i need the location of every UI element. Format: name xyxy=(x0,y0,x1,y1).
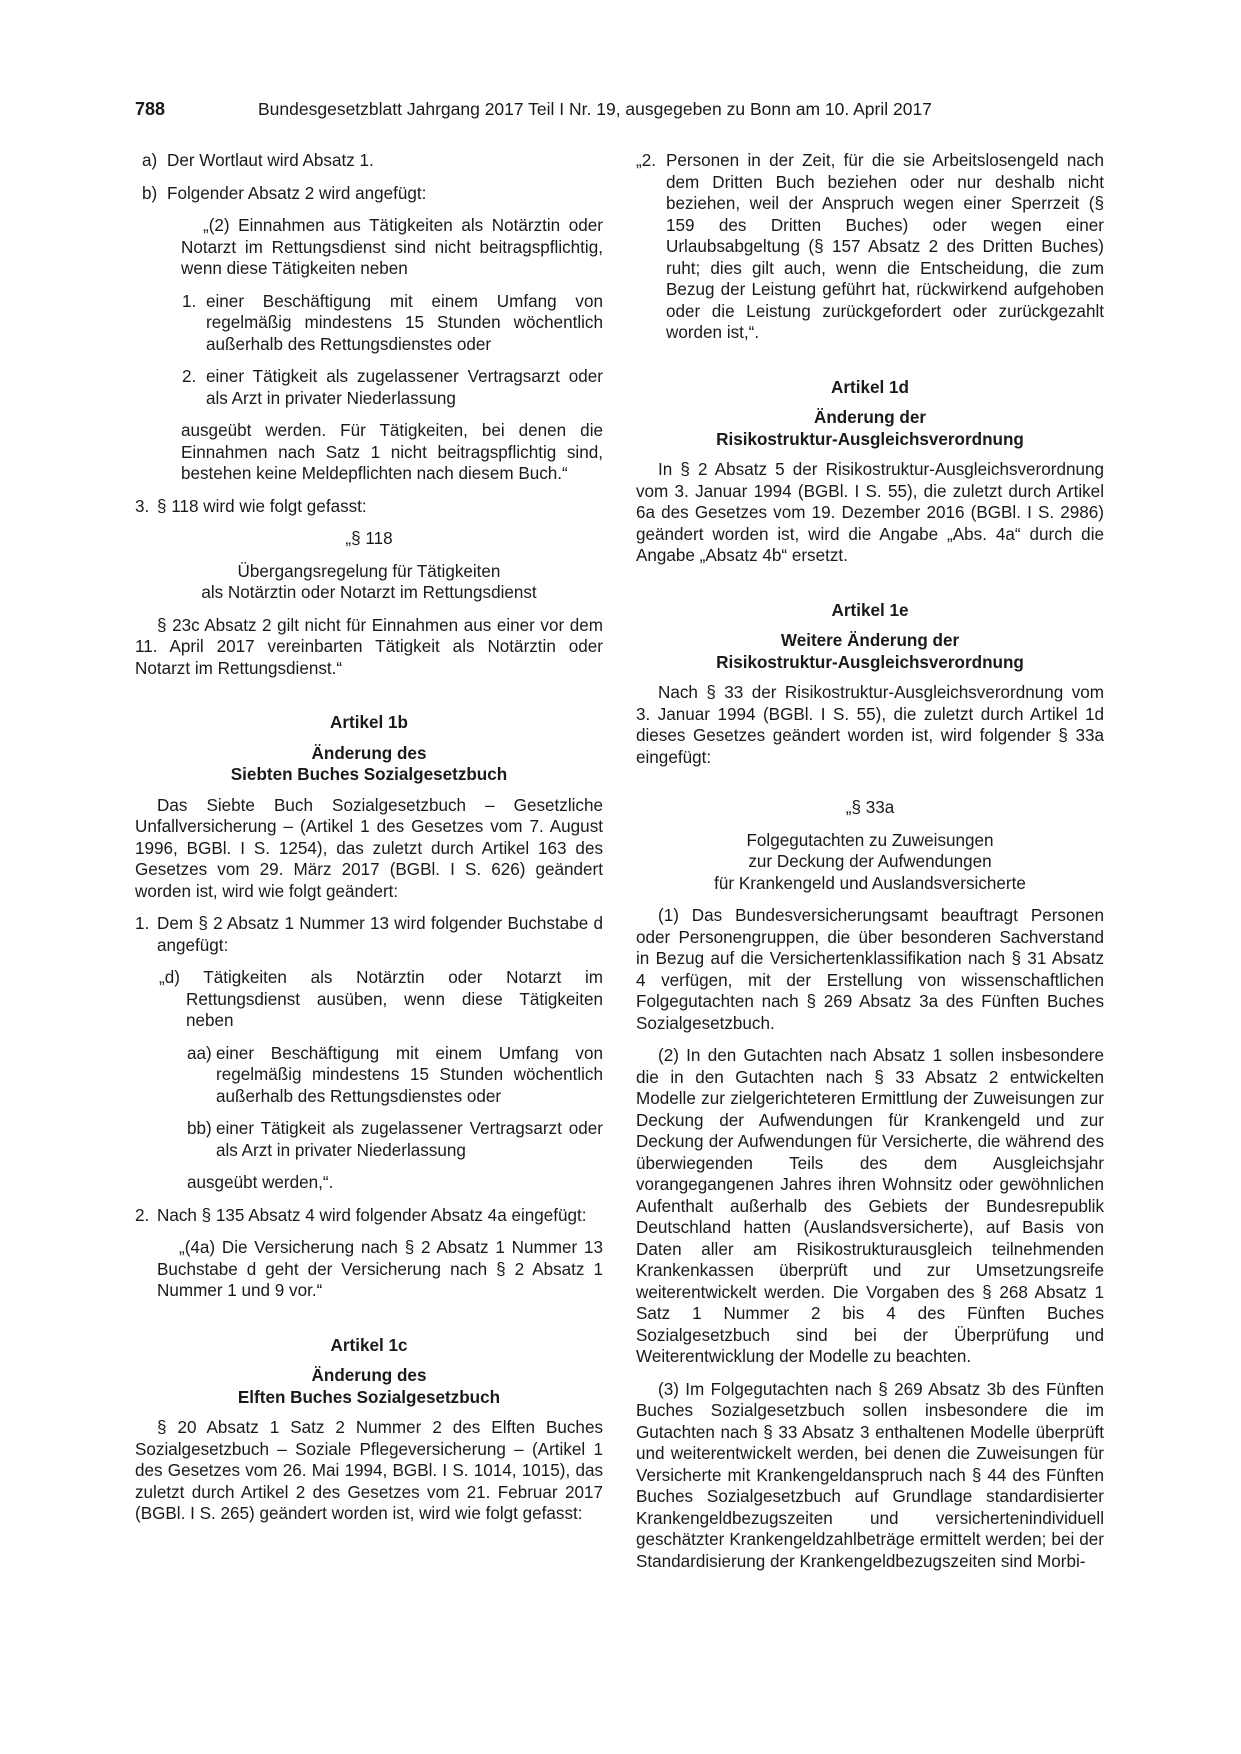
artikel-1e-text: Nach § 33 der Risikostruktur-Ausgleichsverordnung vom 3. Januar 1994 (BGBl. I S. 55), die zuletzt durch Artikel 1d dieses Gesetzes geändert worden ist, wird folgender § 33a eingefügt: xyxy=(636,683,1104,767)
item-a: a) Der Wortlaut wird Absatz 1. xyxy=(142,151,374,170)
artikel-1e-title: Weitere Änderung der Risikostruktur-Ausgleichsverordnung xyxy=(716,631,1024,672)
left-column xyxy=(135,150,603,1536)
artikel-1c-title: Änderung des Elften Buches Sozialgesetzbuch xyxy=(237,1366,501,1407)
section-33a-absatz-2: (2) In den Gutachten nach Absatz 1 sollen insbesondere die in den Gutachten nach § 33 Absatz 2 entwickelten Modelle zur zielgerichteteren Ermittlung der Zuweisungen zur Deckung der Aufwendungen für Krankengeld und zur Deckung der Aufwendungen für Versicherte, die während des überwiegenden Teils des dem Ausgleichsjahr vorangegangenen Jahres ihren Wohnsitz oder gewöhnlichen Aufenthalt außerhalb des Gebiets der Bundesrepublik Deutschland hatten (Auslandsversicherte), auf Basis von Daten aller am Risikostrukturausgleich teilnehmenden Krankenkassen überprüft und zur Umsetzungsreife weiterentwickelt werden. Die Vorgaben des § 268 Absatz 1 Satz 1 Nummer 2 bis 4 des Fünften Buches Sozialgesetzbuch sind bei der Überprüfung und Weiterentwicklung der Modelle zu beachten. xyxy=(636,1046,1104,1366)
item-3: 3. § 118 wird wie folgt gefasst: xyxy=(135,496,367,516)
buchstabe-d-outro: ausgeübt werden,“. xyxy=(187,1173,334,1192)
buchstabe-d: „d) Tätigkeiten als Notärztin oder Notarzt im Rettungsdienst ausüben, wenn diese Tätigkeiten neben xyxy=(159,968,603,1030)
artikel-1d-title: Änderung der Risikostruktur-Ausgleichsverordnung xyxy=(716,408,1024,449)
artikel-1b-item-2: 2. Nach § 135 Absatz 4 wird folgender Absatz 4a eingefügt: xyxy=(135,1205,587,1225)
absatz-2-outro: ausgeübt werden. Für Tätigkeiten, bei denen die Einnahmen nach Satz 1 nicht beitragspflichtig sind, bestehen keine Meldepflichten nach diesem Buch.“ xyxy=(181,421,603,483)
artikel-1c-heading: Artikel 1c xyxy=(330,1335,408,1355)
absatz-2-item-2: 2. einer Tätigkeit als zugelassener Vertragsarzt oder als Arzt in privater Niederlassung xyxy=(182,367,603,408)
artikel-1b-heading: Artikel 1b xyxy=(330,713,408,732)
item-b: b) Folgender Absatz 2 wird angefügt: xyxy=(142,183,427,203)
section-33a-heading: „§ 33a xyxy=(845,798,895,817)
page-number: 788 xyxy=(135,99,166,119)
buchstabe-d-aa: aa) einer Beschäftigung mit einem Umfang von regelmäßig mindestens 15 Stunden wöchentlich außerhalb des Rettungsdienstes oder xyxy=(187,1043,603,1106)
section-118-title: Übergangsregelung für Tätigkeiten als Notärztin oder Notarzt im Rettungsdienst xyxy=(201,561,537,602)
page-header xyxy=(135,99,1105,125)
artikel-1b-intro: Das Siebte Buch Sozialgesetzbuch – Gesetzliche Unfallversicherung – (Artikel 1 des Gesetzes vom 7. August 1996, BGBl. I S. 1254), das zuletzt durch Artikel 163 des Gesetzes vom 29. März 2017 (BGBl. I S. 626) geändert worden ist, wird wie folgt geändert: xyxy=(135,795,603,901)
artikel-1b-title: Änderung des Siebten Buches Sozialgesetzbuch xyxy=(230,743,508,784)
artikel-1b-item-1: 1. Dem § 2 Absatz 1 Nummer 13 wird folgender Buchstabe d angefügt: xyxy=(135,914,603,955)
quoted-item-2: „2. Personen in der Zeit, für die sie Arbeitslosengeld nach dem Dritten Buch beziehen oder nur deshalb nicht beziehen, weil der Anspruch wegen einer Sperrzeit (§ 159 des Dritten Buches) oder wegen einer Urlaubsabgeltung (§ 157 Absatz 2 des Dritten Buches) ruht; dies gilt auch, wenn die Entscheidung, die zum Bezug der Leistung geführt hat, rückwirkend aufgehoben oder die Leistung zurückgefordert oder zurückgezahlt worden ist,“. xyxy=(636,151,1104,342)
section-118-heading: „§ 118 xyxy=(345,529,393,548)
artikel-1e-heading: Artikel 1e xyxy=(831,600,909,620)
section-33a-title: Folgegutachten zu Zuweisungen zur Deckung der Aufwendungen für Krankengeld und Auslandsversicherte xyxy=(714,830,1026,893)
absatz-4a-quote: „(4a) Die Versicherung nach § 2 Absatz 1 Nummer 13 Buchstabe d geht der Versicherung nach § 2 Absatz 1 Nummer 1 und 9 vor.“ xyxy=(157,1238,603,1300)
buchstabe-d-bb: bb) einer Tätigkeit als zugelassener Vertragsarzt oder als Arzt in privater Niederlassung xyxy=(187,1119,603,1160)
absatz-2-item-1: 1. einer Beschäftigung mit einem Umfang von regelmäßig mindestens 15 Stunden wöchentlich außerhalb des Rettungsdienstes oder xyxy=(182,291,603,354)
artikel-1d-text: In § 2 Absatz 5 der Risikostruktur-Ausgleichsverordnung vom 3. Januar 1994 (BGBl. I S. 55), die zuletzt durch Artikel 6a des Gesetzes vom 19. Dezember 2016 (BGBl. I S. 2986) geändert worden ist, wird die Angabe „Abs. 4a“ durch die Angabe „Absatz 4b“ ersetzt. xyxy=(636,460,1104,565)
section-118-text: § 23c Absatz 2 gilt nicht für Einnahmen aus einer vor dem 11. April 2017 vereinbarten Tätigkeit als Notärztin oder Notarzt im Rettungsdienst.“ xyxy=(135,615,603,678)
section-33a-absatz-1: (1) Das Bundesversicherungsamt beauftragt Personen oder Personengruppen, die über besonderen Sachverstand in Bezug auf die Versichertenklassifikation nach § 31 Absatz 4 verfügen, mit der Erstellung von wissenschaftlichen Folgegutachten nach § 269 Absatz 3a des Fünften Buches Sozialgesetzbuch. xyxy=(636,906,1104,1033)
artikel-1c-text: § 20 Absatz 1 Satz 2 Nummer 2 des Elften Buches Sozialgesetzbuch – Soziale Pflegeversicherung – (Artikel 1 des Gesetzes vom 26. Mai 1994, BGBl. I S. 1014, 1015), das zuletzt durch Artikel 2 des Gesetzes vom 21. Februar 2017 (BGBl. I S. 265) geändert worden ist, wird wie folgt gefasst: xyxy=(135,1418,603,1523)
section-33a-absatz-3: (3) Im Folgegutachten nach § 269 Absatz 3b des Fünften Buches Sozialgesetzbuch sollen insbesondere die im Gutachten nach § 33 Absatz 3 enthaltenen Modelle überprüft und weiterentwickelt werden, bei denen die Zuweisungen für Versicherte mit Krankengeldanspruch nach § 44 des Fünften Buches Sozialgesetzbuch auf Grundlage standardisierter Krankengeldbezugszeiten und versichertenindividuell geschätzter Krankengeldzahlbeträge ermittelt werden; bei der Standardisierung der Krankengeldbezugszeiten sind Morbi- xyxy=(636,1379,1104,1571)
absatz-2-intro: „(2) Einnahmen aus Tätigkeiten als Notärztin oder Notarzt im Rettungsdienst sind nicht beitragspflichtig, wenn diese Tätigkeiten neben xyxy=(181,216,603,278)
header-title: Bundesgesetzblatt Jahrgang 2017 Teil I Nr. 19, ausgegeben zu Bonn am 10. April 2017 xyxy=(258,99,932,119)
right-column xyxy=(636,150,1104,1583)
artikel-1d-heading: Artikel 1d xyxy=(831,377,909,397)
